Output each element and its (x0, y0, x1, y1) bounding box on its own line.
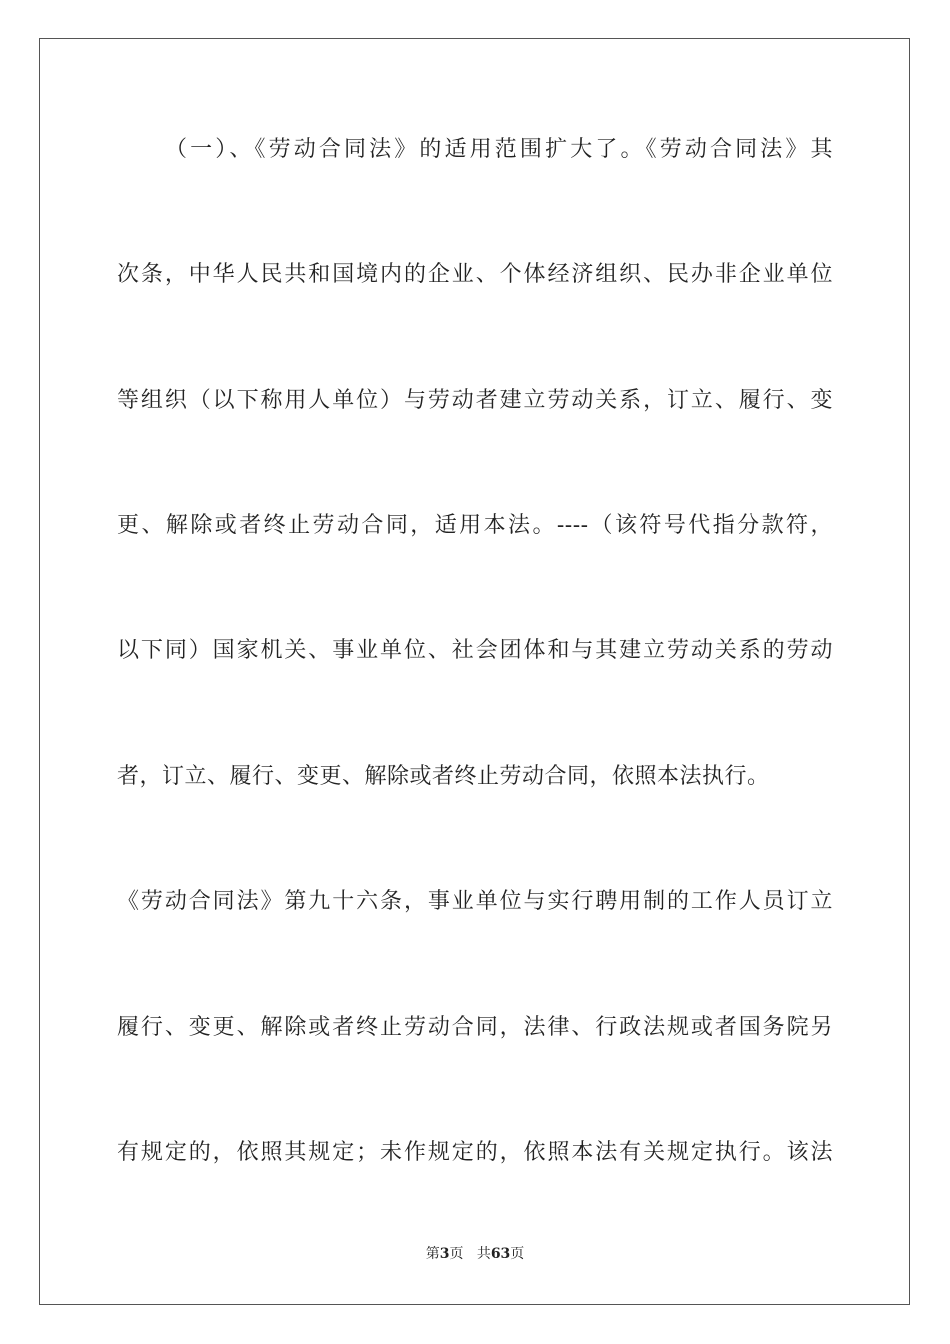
page-suffix: 页 (449, 1246, 464, 1262)
text-line-5: 以下同）国家机关、事业单位、社会团体和与其建立劳动关系的劳动 (117, 638, 833, 663)
page-prefix: 第 (425, 1246, 440, 1262)
text-line-7: 《劳动合同法》第九十六条，事业单位与实行聘用制的工作人员订立 (117, 889, 833, 914)
page-border (39, 38, 910, 1305)
text-line-3: 等组织（以下称用人单位）与劳动者建立劳动关系，订立、履行、变 (117, 388, 833, 413)
total-prefix: 共 (476, 1246, 491, 1262)
page-number: 3 (439, 1246, 450, 1262)
text-line-4: 更、解除或者终止劳动合同，适用本法。----（该符号代指分款符， (117, 513, 833, 538)
text-line-8: 履行、变更、解除或者终止劳动合同，法律、行政法规或者国务院另 (117, 1015, 833, 1040)
total-pages: 63 (490, 1246, 511, 1262)
text-line-6: 者，订立、履行、变更、解除或者终止劳动合同，依照本法执行。 (117, 764, 770, 789)
total-suffix: 页 (510, 1246, 525, 1262)
text-line-1: （一）、《劳动合同法》的适用范围扩大了。《劳动合同法》其 (165, 137, 833, 162)
text-line-2: 次条，中华人民共和国境内的企业、个体经济组织、民办非企业单位 (117, 262, 833, 287)
page-footer (0, 1244, 950, 1264)
text-line-9: 有规定的，依照其规定；未作规定的，依照本法有关规定执行。该法 (117, 1140, 833, 1165)
